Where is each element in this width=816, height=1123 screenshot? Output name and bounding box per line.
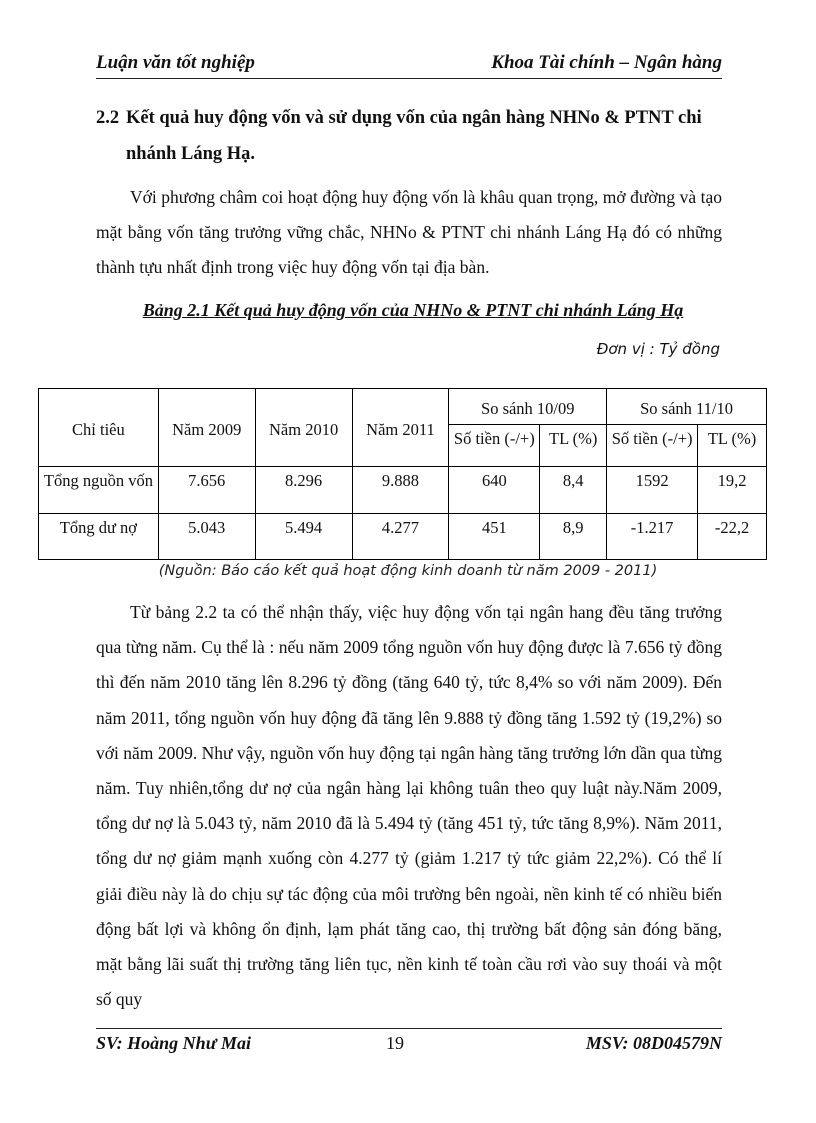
page-number: 19 (386, 1033, 404, 1053)
table-row (39, 467, 767, 513)
cell-2009: 5.043 (158, 513, 255, 559)
cell-rate-1: 8,9 (540, 513, 607, 559)
cell-rate-2: -22,2 (698, 513, 767, 559)
table-unit: Đơn vị : Tỷ đồng (596, 340, 720, 358)
header-rate-1: TL (%) (540, 425, 607, 467)
cell-amount-2: 1592 (607, 467, 698, 513)
header-amount-2: Số tiền (-/+) (607, 425, 698, 467)
footer-student-name: SV: Hoàng Như Mai (96, 1033, 251, 1053)
cell-amount-1: 640 (449, 467, 540, 513)
header-compare-11-10: So sánh 11/10 (607, 389, 767, 425)
intro-paragraph: Với phương châm coi hoạt động huy động vốn là khâu quan trọng, mở đường và tạo mặt bằng vốn tăng trưởng vững chắc, NHNo & PTNT chi nhánh Láng Hạ đó có những thành tựu nhất định trong việc huy động vốn tại địa bàn. (96, 187, 722, 278)
cell-2010: 5.494 (255, 513, 352, 559)
section-heading (96, 100, 726, 172)
header-amount-1: Số tiền (-/+) (449, 425, 540, 467)
table-title: Bảng 2.1 Kết quả huy động vốn của NHNo & PTNT chi nhánh Láng Hạ (142, 300, 684, 320)
cell-2009: 7.656 (158, 467, 255, 513)
cell-amount-1: 451 (449, 513, 540, 559)
page-header (96, 48, 722, 79)
section-title: Kết quả huy động vốn và sử dụng vốn của ngân hàng NHNo & PTNT chi nhánh Láng Hạ. (126, 108, 702, 164)
page-footer (96, 1028, 722, 1053)
cell-rate-2: 19,2 (698, 467, 767, 513)
row-label: Tổng nguồn vốn (39, 467, 159, 513)
header-indicator: Chỉ tiêu (39, 389, 159, 467)
analysis-paragraph: Từ bảng 2.2 ta có thể nhận thấy, việc huy động vốn tại ngân hang đều tăng trưởng qua từng năm. Cụ thể là : nếu năm 2009 tổng nguồn vốn huy động được là 7.656 tỷ đồng thì đến năm 2010 tăng lên 8.296 tỷ đồng (tăng 640 tỷ, tức 8,4% so với năm 2009). Đến năm 2011, tổng nguồn vốn huy động đã tăng lên 9.888 tỷ đồng tăng 1.592 tỷ (19,2%) so với năm 2009. Như vậy, nguồn vốn huy động tại ngân hàng tăng trưởng lớn dần qua từng năm. Tuy nhiên,tổng dư nợ của ngân hàng lại không tuân theo quy luật này.Năm 2009, tổng dư nợ là 5.043 tỷ, năm 2010 đã là 5.494 tỷ (tăng 451 tỷ, tức tăng 8,9%). Năm 2011, tổng dư nợ giảm mạnh xuống còn 4.277 tỷ (giảm 1.217 tỷ tức giảm 22,2%). Có thể lí giải điều này là do chịu sự tác động của môi trường bên ngoài, nền kinh tế có nhiều biến động bất lợi và không ổn định, lạm phát tăng cao, thị trường bất động sản đóng băng, mặt bằng lãi suất thị trường tăng liên tục, nền kinh tế toàn cầu rơi vào suy thoái và một số quy (96, 602, 722, 1010)
header-rate-2: TL (%) (698, 425, 767, 467)
header-year-2010: Năm 2010 (255, 389, 352, 467)
cell-2011: 4.277 (352, 513, 449, 559)
header-faculty: Khoa Tài chính – Ngân hàng (491, 52, 722, 73)
row-label: Tổng dư nợ (39, 513, 159, 559)
table-row (39, 513, 767, 559)
cell-amount-2: -1.217 (607, 513, 698, 559)
footer-student-id: MSV: 08D04579N (585, 1033, 722, 1053)
cell-2010: 8.296 (255, 467, 352, 513)
header-year-2009: Năm 2009 (158, 389, 255, 467)
table-source: (Nguồn: Báo cáo kết quả hoạt động kinh doanh từ năm 2009 - 2011) (158, 563, 658, 579)
capital-mobilization-table (38, 388, 767, 560)
header-year-2011: Năm 2011 (352, 389, 449, 467)
cell-rate-1: 8,4 (540, 467, 607, 513)
section-number: 2.2 (96, 108, 120, 128)
header-compare-10-09: So sánh 10/09 (449, 389, 607, 425)
cell-2011: 9.888 (352, 467, 449, 513)
header-thesis-title: Luận văn tốt nghiệp (96, 52, 255, 73)
table-header-row (39, 389, 767, 425)
